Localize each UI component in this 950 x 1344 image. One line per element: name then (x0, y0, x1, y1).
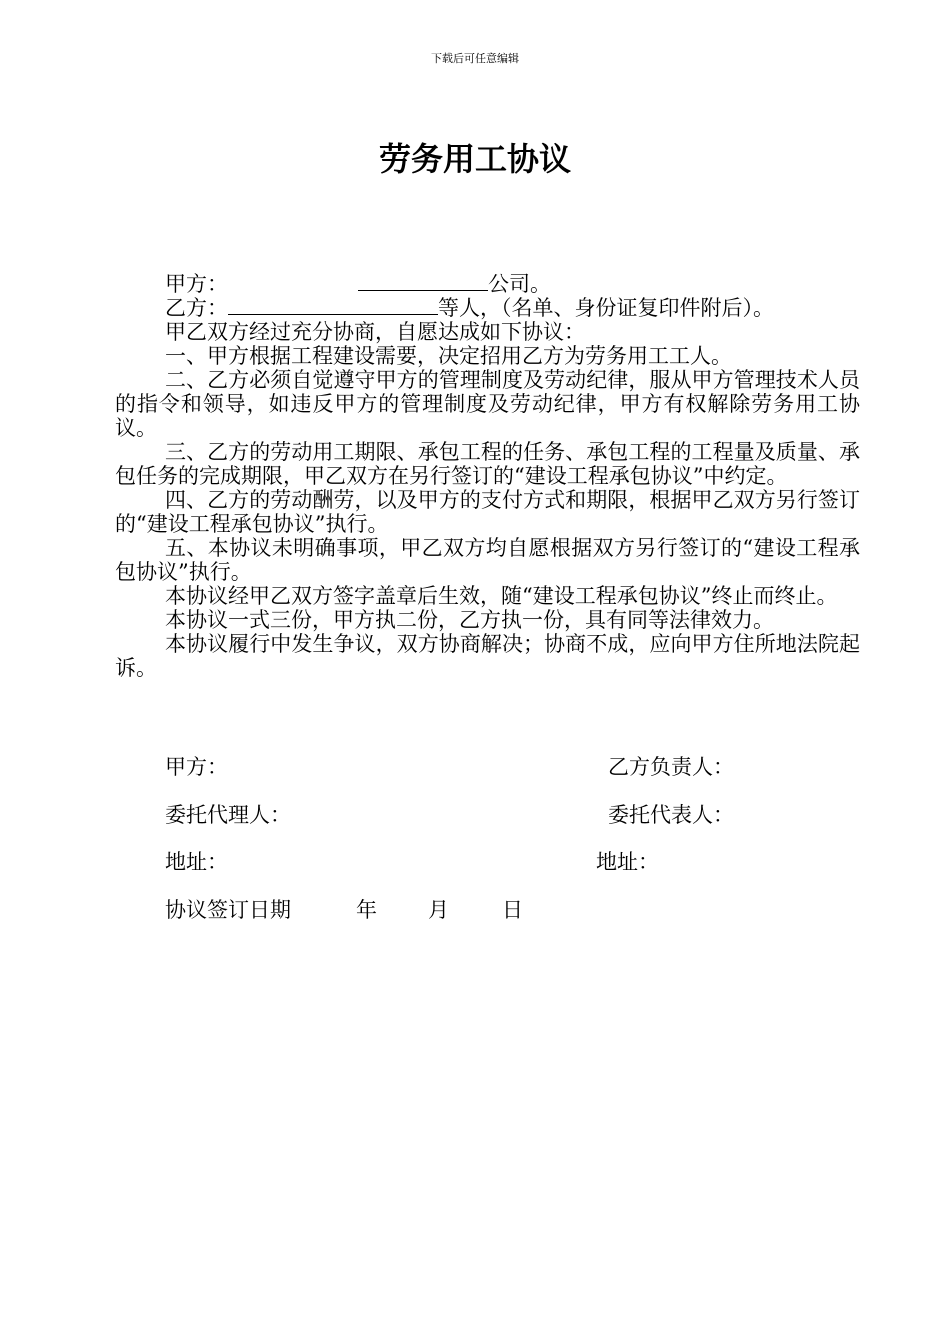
party-b-suffix: 等人，（名单、身份证复印件附后）。 (438, 296, 774, 320)
sig-party-b-head-label: 乙方负责人： (608, 755, 734, 779)
party-a-suffix: 公司。 (488, 272, 551, 296)
party-a-name-blank (358, 272, 488, 291)
clause-2: 二、乙方必须自觉遵守甲方的管理制度及劳动纪律，服从甲方管理技术人员的指令和领导，如违反甲方的管理制度及劳动纪律，甲方有权解除劳务用工协议。 (115, 368, 860, 440)
sig-party-a-label: 甲方： (165, 755, 228, 779)
sig-representative-label: 委托代表人： (608, 803, 734, 827)
clause-copies: 本协议一式三份，甲方执二份，乙方执一份，具有同等法律效力。 (165, 608, 774, 632)
clause-5: 五、本协议未明确事项，甲乙双方均自愿根据双方另行签订的“建设工程承包协议”执行。 (115, 536, 860, 584)
date-year: 年 (356, 898, 377, 922)
party-b-name-blank (228, 296, 438, 315)
clause-1: 一、甲方根据工程建设需要，决定招用乙方为劳务用工工人。 (165, 344, 732, 368)
date-label: 协议签订日期 (165, 898, 291, 922)
signature-row-parties (165, 753, 865, 781)
agreement-body (115, 272, 860, 680)
clause-dispute: 本协议履行中发生争议，双方协商解决；协商不成，应向甲方住所地法院起诉。 (115, 632, 860, 680)
header-note: 下载后可任意编辑 (431, 52, 519, 65)
signature-row-agents (165, 801, 865, 829)
clause-3: 三、乙方的劳动用工期限、承包工程的任务、承包工程的工程量及质量、承包任务的完成期限，甲乙双方在另行签订的“建设工程承包协议”中约定。 (115, 440, 860, 488)
signature-row-address (165, 848, 865, 876)
sig-address-a-label: 地址： (165, 850, 228, 874)
sig-agent-label: 委托代理人： (165, 803, 291, 827)
party-a-line (115, 272, 860, 296)
intro-paragraph: 甲乙双方经过充分协商，自愿达成如下协议： (165, 320, 585, 344)
sig-address-b-label: 地址： (596, 850, 659, 874)
party-a-label: 甲方： (165, 272, 228, 296)
party-b-line (115, 296, 860, 320)
party-b-label: 乙方： (165, 296, 228, 320)
date-day: 日 (502, 898, 523, 922)
document-title: 劳务用工协议 (378, 140, 571, 178)
clause-effective: 本协议经甲乙双方签字盖章后生效，随“建设工程承包协议”终止而终止。 (165, 584, 838, 608)
date-month: 月 (428, 898, 449, 922)
clause-4: 四、乙方的劳动酬劳，以及甲方的支付方式和期限，根据甲乙双方另行签订的“建设工程承包协议”执行。 (115, 488, 860, 536)
signature-row-date (165, 896, 865, 924)
